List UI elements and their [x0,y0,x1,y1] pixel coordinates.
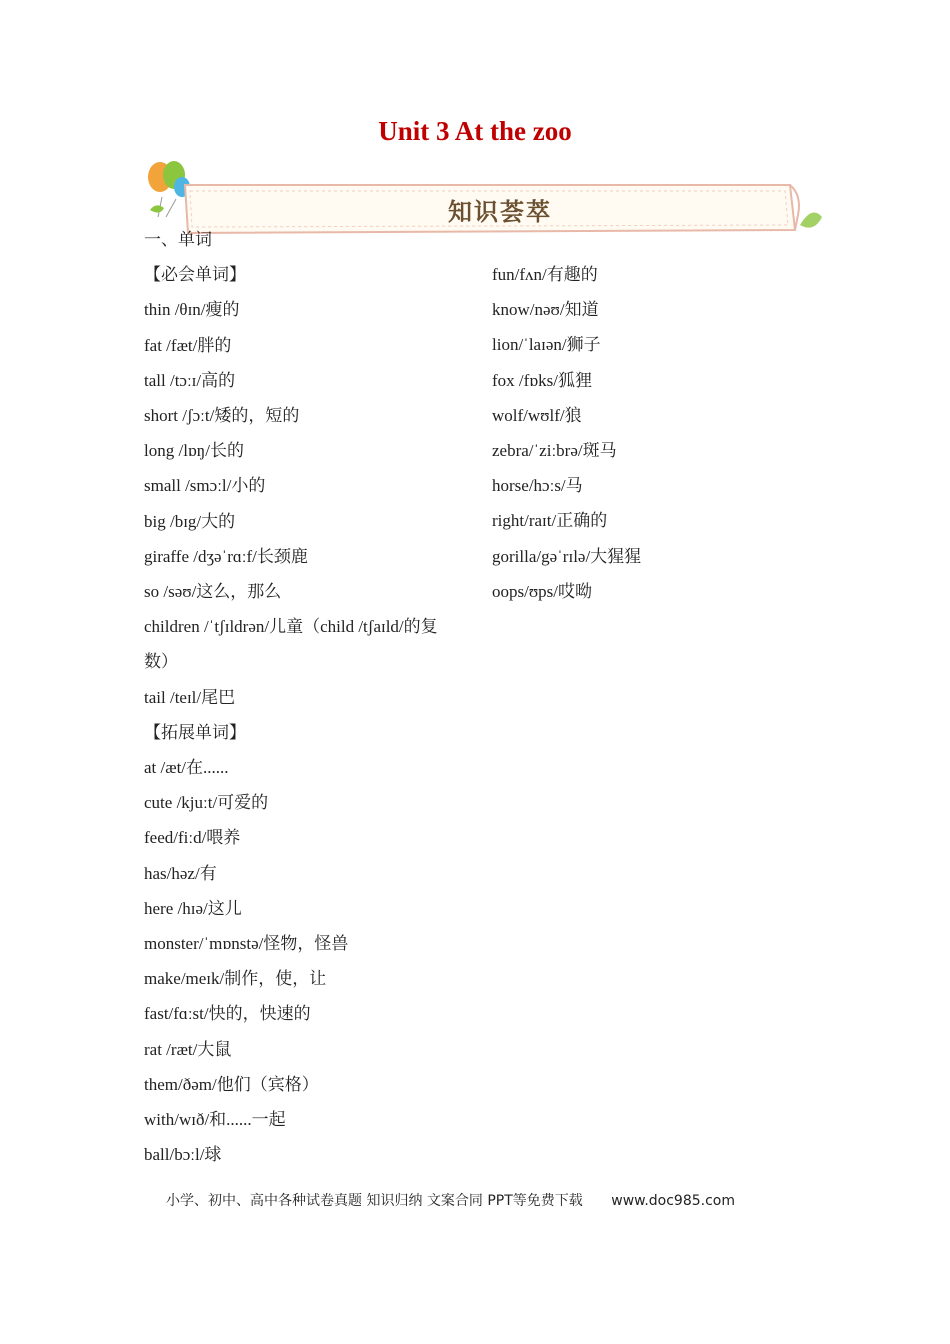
vocab-item: know/nəʊ/知道 [492,300,599,320]
vocab-item: lion/ˈlaɪən/狮子 [492,335,601,355]
vocab-item: has/həz/有 [144,863,217,883]
vocab-item: so /səʊ/这么，那么 [144,582,282,602]
subsection-heading: 【拓展单词】 [144,722,246,742]
vocab-item: short /ʃɔːt/矮的，短的 [144,406,300,426]
vocab-item: big /bɪg/大的 [144,511,236,531]
vocab-left-column [144,222,464,1172]
vocab-item: thin /θɪn/瘦的 [144,300,240,320]
section-heading: 一、单词 [144,230,212,249]
vocab-item: with/wɪð/和......一起 [144,1110,286,1130]
vocab-item: long /lɒŋ/长的 [144,441,244,461]
footer-text: 小学、初中、高中各种试卷真题 知识归纳 文案合同 PPT等免费下载 [166,1193,583,1209]
vocab-item: fast/fɑːst/快的，快速的 [144,1004,311,1024]
vocab-item: rat /ræt/大鼠 [144,1039,232,1059]
banner-title: 知识荟萃 [448,198,552,226]
vocab-item: ball/bɔːl/球 [144,1145,222,1165]
vocab-item: monster/ˈmɒnstə/怪物，怪兽 [144,934,349,954]
vocab-item: cute /kjuːt/可爱的 [144,793,269,813]
page-footer [166,1190,735,1210]
vocab-item: small /smɔːl/小的 [144,476,266,496]
vocab-item: children /ˈtʃɪldrən/儿童（child /tʃaɪld/的复数） [144,617,438,672]
vocab-item: feed/fiːd/喂养 [144,828,241,848]
vocab-item: tail /teɪl/尾巴 [144,687,236,707]
page-title: Unit 3 At the zoo [378,116,572,146]
vocab-item: at /æt/在...... [144,758,229,778]
vocab-item: gorilla/gəˈrɪlə/大猩猩 [492,546,642,566]
vocab-item: fun/fʌn/有趣的 [492,265,598,284]
vocab-right-column [492,257,812,609]
vocab-item: horse/hɔːs/马 [492,476,583,496]
vocab-item: make/meɪk/制作，使，让 [144,969,327,989]
vocab-item: here /hɪə/这儿 [144,898,242,918]
vocab-item: fat /fæt/胖的 [144,335,232,355]
vocab-item: right/raɪt/正确的 [492,511,608,531]
vocab-item: tall /tɔːɪ/高的 [144,370,236,390]
vocab-item: them/ðəm/他们（宾格） [144,1074,319,1094]
subsection-heading: 【必会单词】 [144,265,246,285]
footer-url-link[interactable]: www.doc985.com [611,1193,735,1209]
vocab-item: giraffe /dʒəˈrɑːf/长颈鹿 [144,546,308,566]
vocab-item: oops/ʊps/哎呦 [492,581,593,601]
vocab-item: fox /fɒks/狐狸 [492,370,593,390]
vocab-item: wolf/wʊlf/狼 [492,405,582,425]
balloons-icon [148,161,190,217]
vocab-item: zebra/ˈziːbrə/斑马 [492,441,617,461]
